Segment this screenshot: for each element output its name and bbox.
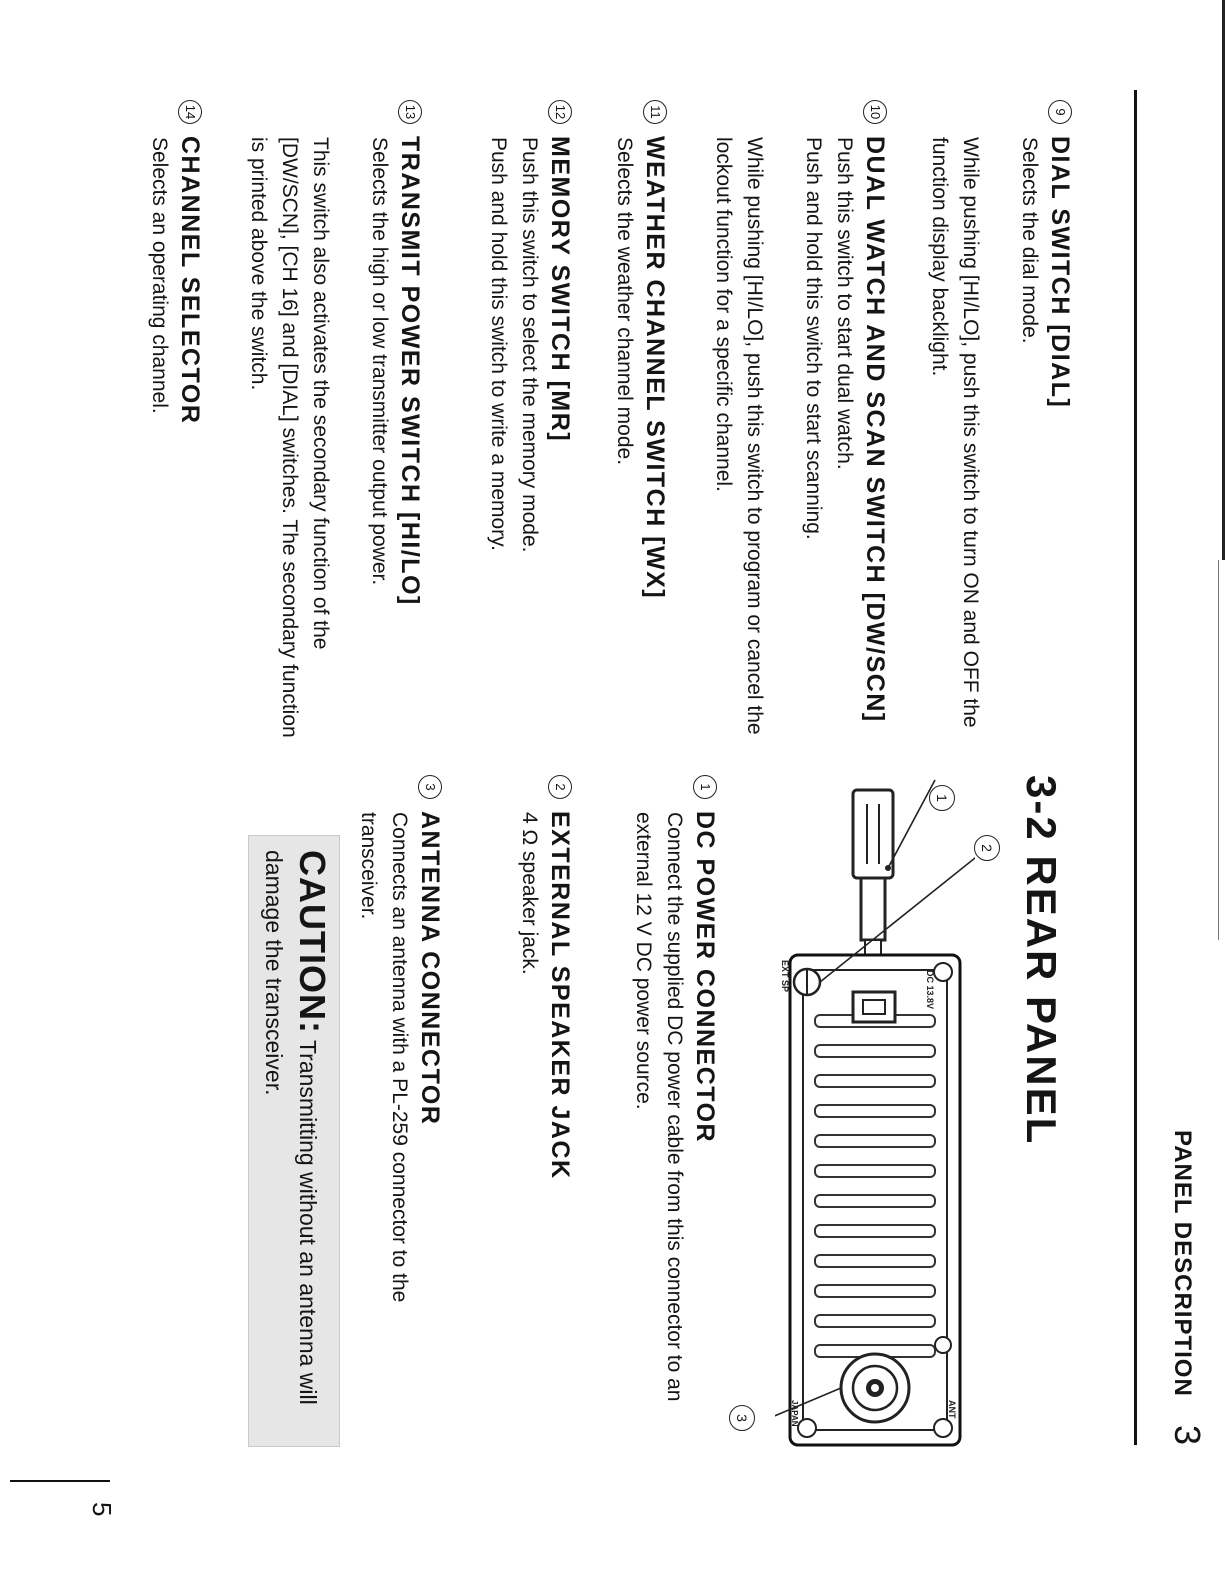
- item-title: [1045, 100, 1075, 740]
- footer-rule: [10, 1480, 110, 1482]
- callout-1: 1: [929, 785, 955, 811]
- item-paragraph: 4 Ω speaker jack.: [518, 812, 541, 975]
- paragraph-gap: [770, 100, 798, 740]
- item-number-circle: 9: [1048, 100, 1072, 124]
- item-paragraph: Push and hold this switch to start scanning.: [802, 137, 825, 540]
- item-title-text: WEATHER CHANNEL SWITCH [WX]: [641, 136, 669, 600]
- item-title: [545, 775, 575, 1415]
- caution-box: [248, 835, 340, 1447]
- page-number: 5: [87, 1502, 117, 1517]
- item-title-text: EXTERNAL SPEAKER JACK: [546, 811, 574, 1180]
- item-10: [708, 100, 890, 740]
- item-title-text: DUAL WATCH AND SCAN SWITCH [DW/SCN]: [861, 136, 889, 723]
- item-paragraph: While pushing [HI/LO], push this switch to program or cancel the lockout function for a specific channel.: [712, 137, 766, 735]
- item-title: [690, 775, 720, 1415]
- item-title: [175, 100, 205, 740]
- item-number-circle: 1: [693, 775, 717, 799]
- item-title: [640, 100, 670, 740]
- item-paragraph: While pushing [HI/LO], push this switch to turn ON and OFF the function display backlight.: [928, 137, 982, 728]
- item-paragraph: Selects the dial mode.: [1018, 137, 1041, 344]
- item-title-text: ANTENNA CONNECTOR: [416, 811, 444, 1126]
- antenna-connector: [841, 1354, 909, 1422]
- item-3: [353, 775, 445, 1415]
- dc-socket: [853, 992, 895, 1022]
- item-1: [628, 775, 720, 1415]
- item-title-text: TRANSMIT POWER SWITCH [HI/LO]: [396, 136, 424, 606]
- item-11: [609, 100, 670, 740]
- callout-3: 3: [729, 1405, 755, 1431]
- caution-text: Transmitting without an antenna will damage the transceiver.: [261, 850, 321, 1405]
- item-title-text: DC POWER CONNECTOR: [691, 811, 719, 1144]
- item-title: [545, 100, 575, 740]
- item-13: [243, 100, 425, 740]
- dc-label: DC 13.8V: [925, 970, 935, 1010]
- item-number-circle: 3: [418, 775, 442, 799]
- item-paragraph: Connects an antenna with a PL-259 connector to the transceiver.: [357, 812, 411, 1303]
- item-paragraph: Selects the high or low transmitter output power.: [368, 137, 391, 586]
- item-title: [415, 775, 445, 1415]
- item-14: [144, 100, 205, 740]
- item-title: [860, 100, 890, 740]
- item-paragraph: Connect the supplied DC power cable from this connector to an external 12 V DC power source.: [632, 812, 686, 1402]
- paragraph-gap: [986, 100, 1014, 740]
- item-title-text: MEMORY SWITCH [MR]: [546, 136, 574, 443]
- item-number-circle: 13: [398, 100, 422, 124]
- item-title-text: DIAL SWITCH [DIAL]: [1046, 136, 1074, 409]
- item-2: [514, 775, 575, 1415]
- item-paragraph: Push and hold this switch to write a memory.: [487, 137, 510, 551]
- item-paragraph: Push this switch to start dual watch.: [833, 137, 856, 470]
- item-paragraph: This switch also activates the secondary function of the [DW/SCN], [CH 16] and [DIAL] switches. The secondary function is printed above the switch.: [247, 137, 332, 738]
- item-number-circle: 10: [863, 100, 887, 124]
- item-title: [395, 100, 425, 740]
- japan-label: JAPAN: [790, 1400, 799, 1427]
- paragraph-gap: [336, 100, 364, 740]
- item-12: [483, 100, 575, 740]
- item-number-circle: 12: [548, 100, 572, 124]
- item-paragraph: Selects the weather channel mode.: [613, 137, 636, 466]
- ext-sp-label: EXT SP: [780, 960, 790, 993]
- item-number-circle: 14: [178, 100, 202, 124]
- caution-label: CAUTION:: [292, 850, 333, 1034]
- item-number-circle: 11: [643, 100, 667, 124]
- header-rule: [1134, 90, 1137, 1445]
- item-number-circle: 2: [548, 775, 572, 799]
- item-title-text: CHANNEL SELECTOR: [176, 136, 204, 425]
- rear-panel-diagram: [775, 760, 975, 1460]
- item-paragraph: Selects an operating channel.: [148, 137, 171, 414]
- section-number: 3: [1167, 1425, 1208, 1446]
- rear-panel-heading: 3-2 REAR PANEL: [1018, 775, 1065, 1146]
- item-9: [924, 100, 1075, 740]
- section-title: PANEL DESCRIPTION: [1169, 1130, 1196, 1397]
- item-paragraph: Push this switch to select the memory mode.: [518, 137, 541, 553]
- scan-edge-line-2: [1218, 560, 1219, 940]
- callout-2: 2: [974, 835, 1000, 861]
- ant-label: ANT: [947, 1400, 957, 1419]
